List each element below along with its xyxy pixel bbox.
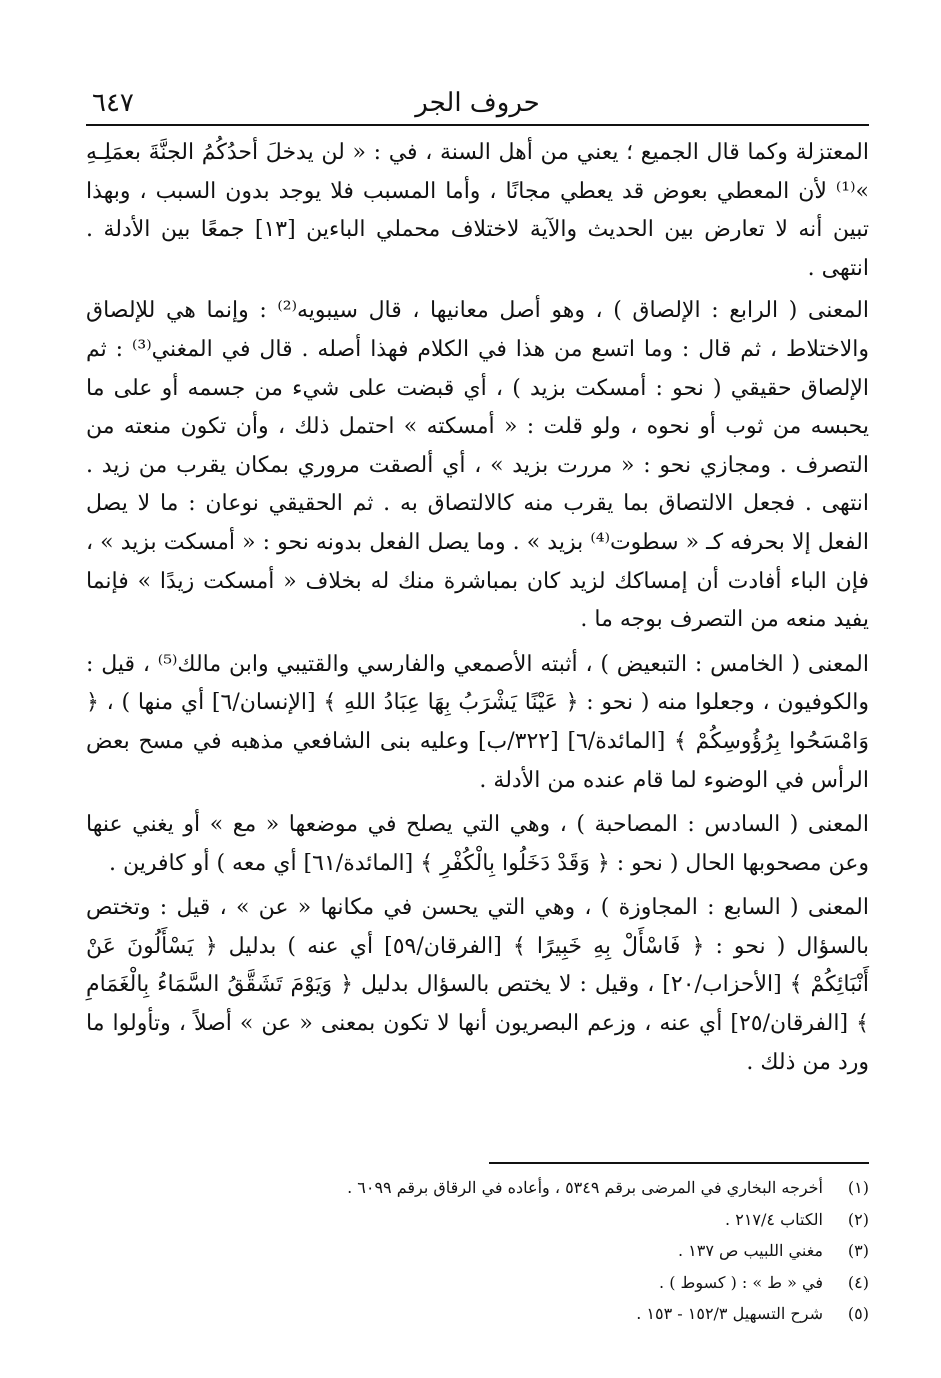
footnote — [489, 1298, 869, 1330]
running-head — [86, 88, 869, 126]
footnote — [489, 1235, 869, 1267]
footnote-number: (٣) — [847, 1241, 869, 1260]
paragraph: المعنى ( السابع : المجاوزة ) ، وهي التي يحسن في مكانها « عن » ، قيل : وتختص بالسؤال ( نحو : ﴿ فَاسْأَلْ بِهِ خَبِيرًا ﴾ [الفرقان/٥٩] أي عنه ) بدليل ﴿ يَسْأَلُونَ عَنْ أَنْبَائِكُمْ ﴾ [الأحزاب/٢٠] ، وقيل : لا يختص بالسؤال بدليل ﴿ وَيَوْمَ تَشَقَّقُ السَّمَاءُ بِالْغَمَامِ ﴾ [الفرقان/٢٥] أي عنه ، وزعم البصريون أنها لا تكون بمعنى « عن » أصلاً ، وتأولوا ما ورد من ذلك . — [86, 895, 870, 1075]
footnote — [347, 1172, 869, 1204]
paragraph: المعنى ( السادس : المصاحبة ) ، وهي التي يصلح في موضعها « مع » أو يغني عنها وعن مصحوبها الحال ( نحو : ﴿ وَقَدْ دَخَلُوا بِالْكُفْرِ ﴾ [المائدة/٦١] أي معه ) أو كافرين . — [86, 812, 869, 876]
footnote-text: في « ط » : ( كسوط ) . — [659, 1272, 823, 1292]
footnote-number: (١) — [847, 1178, 869, 1197]
footnote-number: (٢) — [847, 1209, 869, 1229]
footnote-number: (٥) — [847, 1304, 869, 1323]
footnote — [489, 1204, 869, 1236]
footnote-text: شرح التسهيل ١٥٢/٣ - ١٥٣ . — [636, 1304, 823, 1323]
page-number: ٦٤٧ — [92, 88, 134, 118]
paragraph: المعنى ( الرابع : الإلصاق ) ، وهو أصل معانيها ، قال سيبويه⁽²⁾ : وإنما هي للإلصاق والاختلاط ، ثم قال : وما اتسع من هذا في الكلام فهذا أصله . قال في المغني⁽³⁾ : ثم الإلصاق حقيقي ( نحو : أمسكت بزيد ) ، أي قبضت على شيء من جسمه أو على ما يحبسه من ثوب أو نحوه ، ولو قلت : « أمسكته » احتمل ذلك ، وأن تكون منعته من التصرف . ومجازي نحو : « مررت بزيد » ، أي ألصقت مروري بمكان يقرب من زيد . انتهى . فجعل الالتصاق بما يقرب منه كالالتصاق به . ثم الحقيقي نوعان : ما لا يصل الفعل إلا بحرفه كـ « سطوت⁽⁴⁾ بزيد » . وما يصل الفعل بدونه نحو : « أمسكت بزيد » ، فإن الباء أفادت أن إمساكك لزيد كان بمباشرة منك له بخلاف « أمسكت زيدًا » فإنما يفيد منعه من التصرف بوجه ما . — [86, 298, 869, 633]
footnotes — [347, 1162, 869, 1330]
paragraph: المعتزلة وكما قال الجميع ؛ يعني من أهل السنة ، في : « لن يدخلَ أحدُكُمُ الجنَّةَ بعمَلِـهِ »⁽¹⁾ لأن المعطي بعوض قد يعطي مجانًا ، وأما المسبب فلا يوجد بدون السبب ، وبهذا تبين أنه لا تعارض بين الحديث والآية لاختلاف محملي الباءين [١٣] جمعًا بين الأدلة . انتهى . — [86, 140, 869, 281]
body-text — [86, 134, 869, 1082]
paragraph: المعنى ( الخامس : التبعيض ) ، أثبته الأصمعي والفارسي والقتيبي وابن مالك⁽⁵⁾ ، قيل : والكوفيون ، وجعلوا منه ( نحو : ﴿ عَيْنًا يَشْرَبُ بِهَا عِبَادُ اللهِ ﴾ [الإنسان/٦] أي منها ) ، ﴿ وَامْسَحُوا بِرُؤُوسِكُمْ ﴾ [المائدة/٦] [٣٢٢/ب] وعليه بنى الشافعي مذهبه في مسح بعض الرأس في الوضوء لما قام عنده من الأدلة . — [86, 651, 869, 793]
footnote-text: أخرجه البخاري في المرضى برقم ٥٣٤٩ ، وأعاده في الرقاق برقم ٦٠٩٩ . — [347, 1178, 823, 1197]
footnote-number: (٤) — [847, 1272, 869, 1292]
footnote-text: مغني اللبيب ص ١٣٧ . — [678, 1241, 823, 1260]
footnote-text: الكتاب ٢١٧/٤ . — [725, 1209, 823, 1229]
running-title: حروف الجر — [415, 88, 540, 118]
footnote — [489, 1267, 869, 1299]
